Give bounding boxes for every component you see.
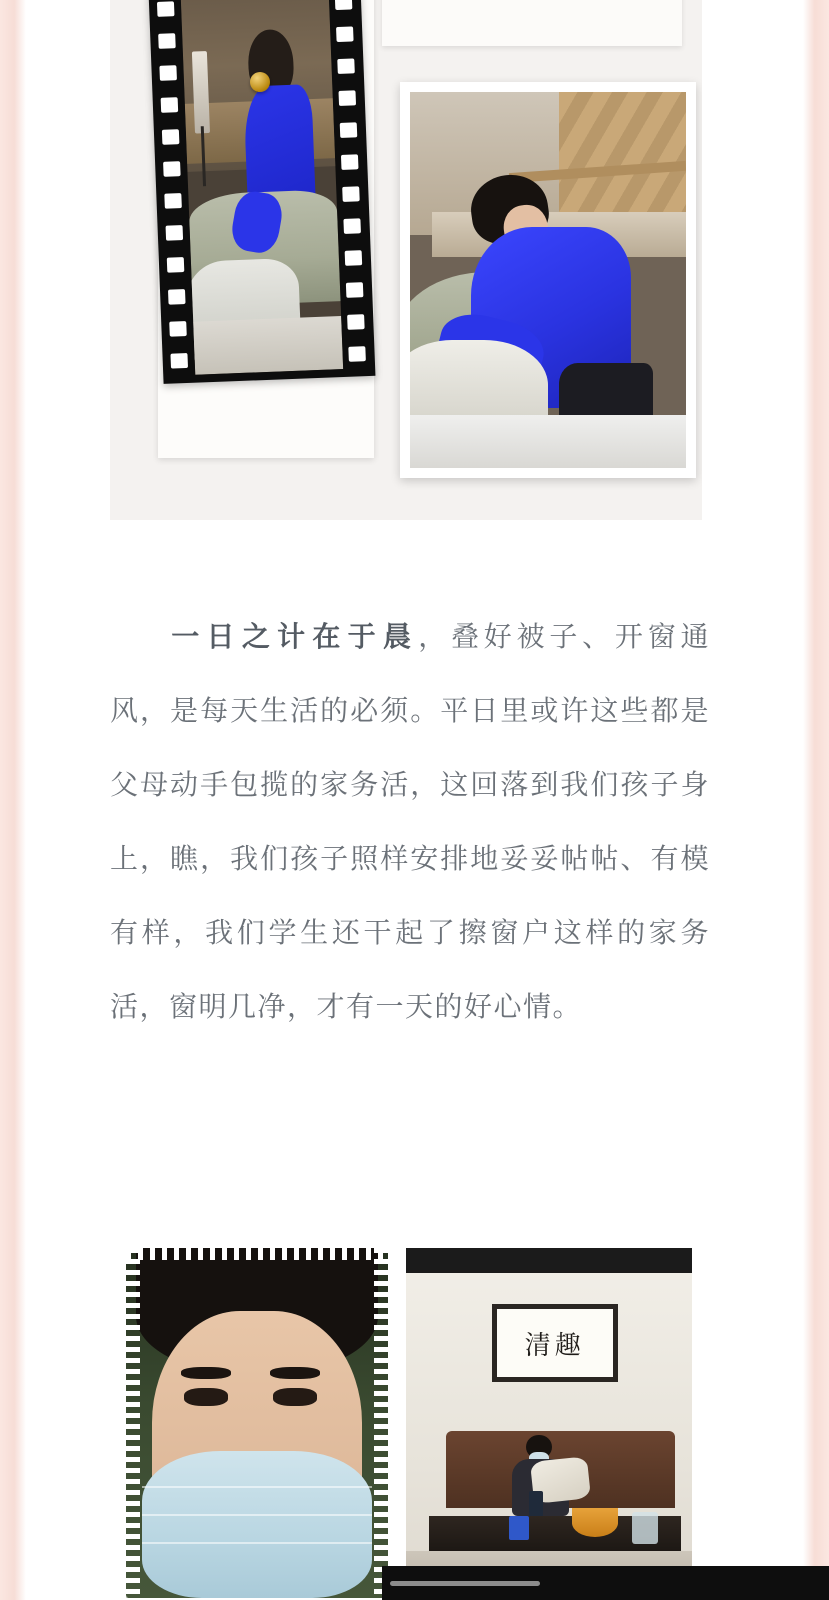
torn-edge-portrait [126, 1248, 388, 1598]
page-right-border [803, 0, 829, 1600]
room-photo [406, 1248, 692, 1600]
article-paragraph [110, 600, 710, 1044]
student-photo-pair [110, 1186, 702, 1600]
page-left-border [0, 0, 26, 1600]
calligraphy-frame [492, 1304, 618, 1381]
torn-edge-right [374, 1248, 388, 1598]
torn-edge-left [126, 1248, 140, 1598]
gold-pin-icon [250, 72, 270, 92]
torn-edge-top [126, 1248, 388, 1260]
framed-photo [400, 82, 696, 478]
bedroom-scene [181, 0, 343, 375]
paragraph-body: ，叠好被子、开窗通风，是每天生活的必须。平日里或许这些都是父母动手包揽的家务活，这回落到我们孩子身上，瞧，我们孩子照样安排地妥妥帖帖、有模有样，我们学生还干起了擦窗户这样的家务活，窗明几净，才有一天的好心情。 [110, 620, 710, 1023]
progress-track[interactable] [390, 1581, 540, 1586]
page-content [26, 0, 803, 1600]
framed-photo-image [410, 92, 686, 468]
paper-card-small [382, 0, 682, 46]
morning-routine-photo-collage [110, 0, 702, 520]
video-progress-bar[interactable] [382, 1566, 829, 1600]
calligraphy-text: 清趣 [524, 1330, 585, 1361]
filmstrip-photo [149, 0, 376, 384]
filmstrip-photo-image [181, 0, 343, 375]
paragraph-lead: 一日之计在于晨 [168, 620, 419, 653]
